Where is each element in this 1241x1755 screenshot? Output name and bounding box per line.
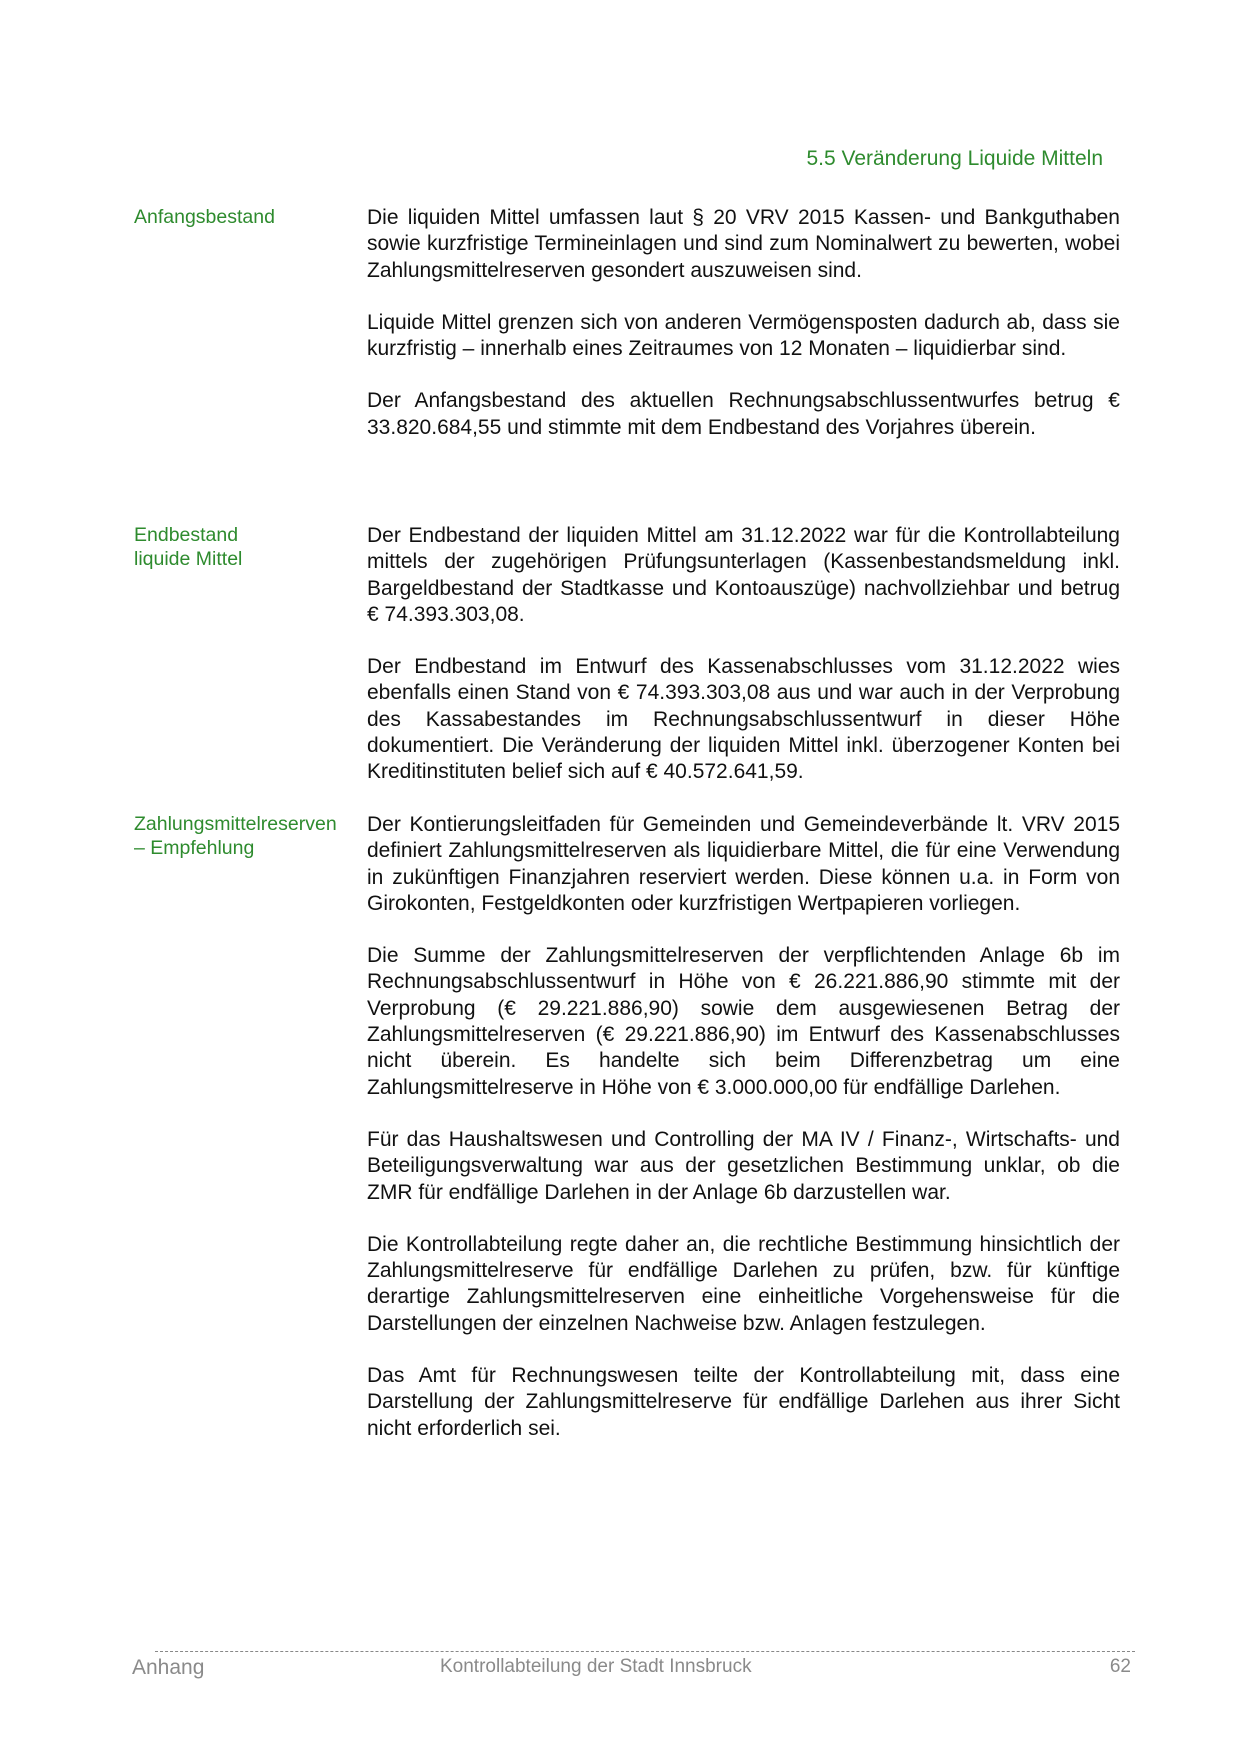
paragraph: Der Endbestand der liquiden Mittel am 31.12.2022 war für die Kontrollabteilung mittels der zugehörigen Prüfungsunterlagen (Kassenbestandsmeldung inkl. Bargeldbestand der Stadtkasse und Kontoauszüge) nachvollziehbar und betrug € 74.393.303,08. <box>367 524 1120 626</box>
section-body <box>367 205 1120 467</box>
paragraph: Die Summe der Zahlungsmittelreserven der verpflichtenden Anlage 6b im Rechnungsabschlussentwurf in Höhe von € 26.221.886,90 stimmte mit der Verprobung (€ 29.221.886,90) sowie dem ausgewiesenen Betrag der Zahlungsmittelreserven (€ 29.221.886,90) im Entwurf des Kassenabschlusses nicht überein. Es handelte sich beim Differenzbetrag um eine Zahlungsmittelreserve in Höhe von € 3.000.000,00 für endfällige Darlehen. <box>367 944 1120 1099</box>
paragraph: Der Anfangsbestand des aktuellen Rechnungsabschlussentwurfes betrug € 33.820.684,55 und stimmte mit dem Endbestand des Vorjahres überein. <box>367 389 1120 439</box>
paragraph: Die liquiden Mittel umfassen laut § 20 VRV 2015 Kassen- und Bankguthaben sowie kurzfristige Termineinlagen und sind zum Nominalwert zu bewerten, wobei Zahlungsmittelreserven gesondert auszuweisen sind. <box>367 206 1120 282</box>
margin-label-line: Zahlungsmittelreserven <box>134 813 337 835</box>
footer-section-label: Anhang <box>132 1656 205 1679</box>
margin-label-line: Endbestand <box>134 524 239 546</box>
paragraph: Der Endbestand im Entwurf des Kassenabschlusses vom 31.12.2022 wies ebenfalls einen Stand von € 74.393.303,08 aus und war auch in der Verprobung des Kassabestandes im Rechnungsabschlussentwurf in dieser Höhe dokumentiert. Die Veränderung der liquiden Mittel inkl. überzogener Konten bei Kreditinstituten belief sich auf € 40.572.641,59. <box>367 655 1120 784</box>
margin-label-line: Anfangsbestand <box>134 206 275 228</box>
paragraph: Liquide Mittel grenzen sich von anderen Vermögensposten dadurch ab, dass sie kurzfristig – innerhalb eines Zeitraumes von 12 Monaten – liquidierbar sind. <box>367 310 1120 361</box>
paragraph: Das Amt für Rechnungswesen teilte der Kontrollabteilung mit, dass eine Darstellung der Zahlungsmittelreserve für endfällige Darlehen aus ihrer Sicht nicht erforderlich sei. <box>367 1364 1120 1440</box>
margin-label <box>134 523 354 571</box>
section-body <box>367 812 1120 1468</box>
margin-label <box>134 205 354 229</box>
section-body <box>367 523 1120 812</box>
margin-label-line: – Empfehlung <box>134 837 255 859</box>
footer-organization: Kontrollabteilung der Stadt Innsbruck <box>440 1656 752 1677</box>
margin-label-line: liquide Mittel <box>134 548 243 570</box>
paragraph: Der Kontierungsleitfaden für Gemeinden und Gemeindeverbände lt. VRV 2015 definiert Zahlungsmittelreserven als liquidierbare Mittel, die für eine Verwendung in zukünftigen Finanzjahren reserviert werden. Diese können u.a. in Form von Girokonten, Festgeldkonten oder kurzfristigen Wertpapieren vorliegen. <box>367 813 1120 915</box>
page-number: 62 <box>1109 1656 1131 1677</box>
margin-label <box>134 812 354 860</box>
paragraph: Für das Haushaltswesen und Controlling der MA IV / Finanz-, Wirtschafts- und Beteiligungsverwaltung war aus der gesetzlichen Bestimmung unklar, ob die ZMR für endfällige Darlehen in der Anlage 6b darzustellen war. <box>367 1127 1120 1204</box>
footer-divider <box>155 1651 1135 1652</box>
section-heading: 5.5 Veränderung Liquide Mitteln <box>806 147 1103 170</box>
paragraph: Die Kontrollabteilung regte daher an, die rechtliche Bestimmung hinsichtlich der Zahlungsmittelreserve für endfällige Darlehen zu prüfen, bzw. für künftige derartige Zahlungsmittelreserven eine einheitliche Vorgehensweise für die Darstellungen der einzelnen Nachweise bzw. Anlagen festzulegen. <box>367 1232 1120 1335</box>
